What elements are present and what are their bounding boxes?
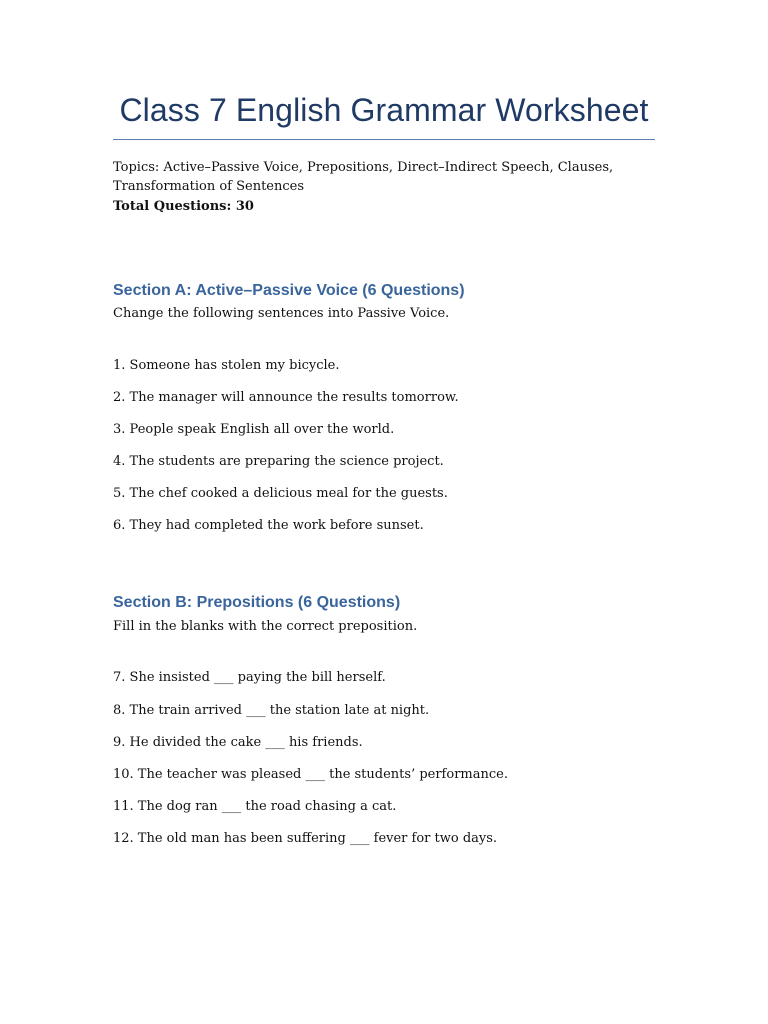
question-11: 11. The dog ran ___ the road chasing a cat. xyxy=(113,799,397,814)
topics-line: Topics: Active–Passive Voice, Prepositions, Direct–Indirect Speech, Clauses, Transformation of Sentences xyxy=(113,160,614,194)
total-questions: Total Questions: 30 xyxy=(113,199,254,214)
question-3: 3. People speak English all over the world. xyxy=(113,422,395,437)
section-a-instruction: Change the following sentences into Passive Voice. xyxy=(113,306,450,321)
section-b-instruction: Fill in the blanks with the correct preposition. xyxy=(113,619,418,634)
question-1: 1. Someone has stolen my bicycle. xyxy=(113,358,340,373)
question-4: 4. The students are preparing the science project. xyxy=(113,454,444,469)
question-2: 2. The manager will announce the results tomorrow. xyxy=(113,390,459,405)
worksheet-title: Class 7 English Grammar Worksheet xyxy=(119,92,649,128)
question-10: 10. The teacher was pleased ___ the students’ performance. xyxy=(113,767,508,782)
section-a-heading: Section A: Active–Passive Voice (6 Questions) xyxy=(113,282,465,299)
question-7: 7. She insisted ___ paying the bill herself. xyxy=(113,670,386,685)
question-12: 12. The old man has been suffering ___ fever for two days. xyxy=(113,831,498,846)
question-6: 6. They had completed the work before sunset. xyxy=(113,518,424,533)
title-divider xyxy=(113,139,655,140)
question-5: 5. The chef cooked a delicious meal for the guests. xyxy=(113,486,448,501)
question-8: 8. The train arrived ___ the station late at night. xyxy=(113,703,430,718)
question-9: 9. He divided the cake ___ his friends. xyxy=(113,735,363,750)
section-b-heading: Section B: Prepositions (6 Questions) xyxy=(113,594,401,611)
